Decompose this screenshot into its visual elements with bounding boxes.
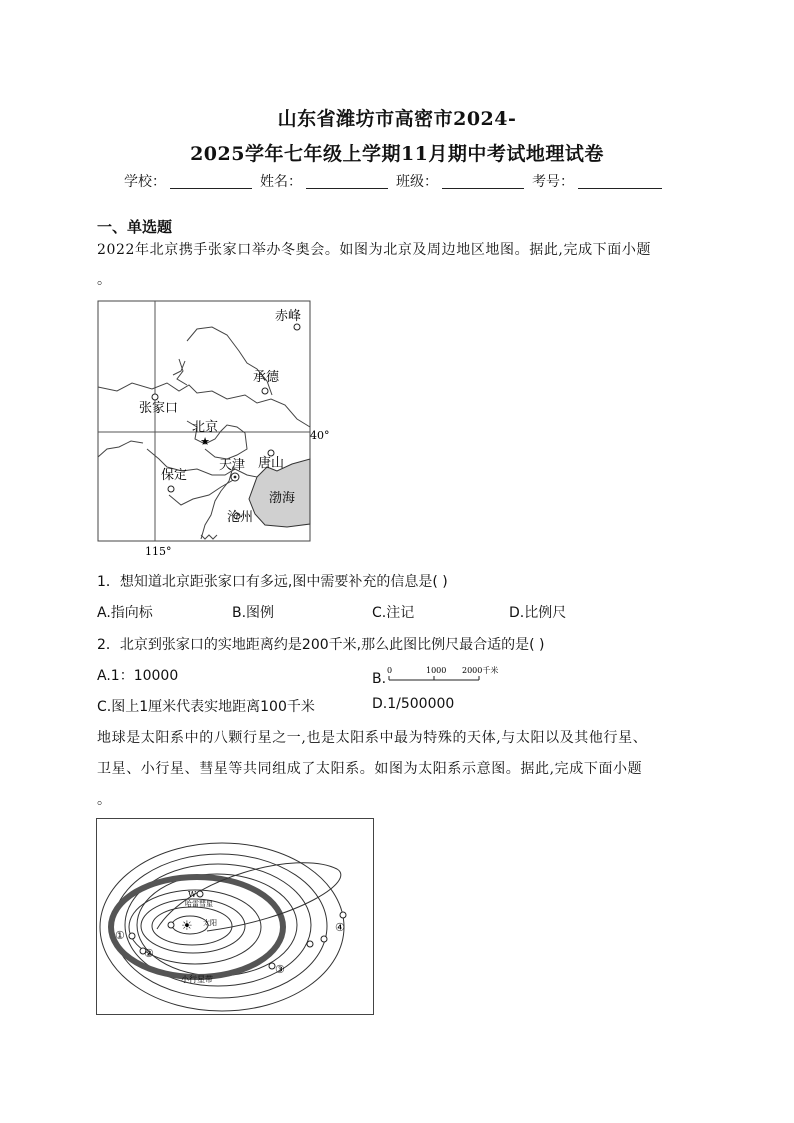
name-blank[interactable] <box>306 174 388 189</box>
school-label: 学校： <box>124 174 166 190</box>
q1-option-b[interactable]: B.图例 <box>232 605 275 621</box>
question-1-stem: 1．想知道北京距张家口有多远,图中需要补充的信息是( ) <box>97 574 448 590</box>
label-num-1: ① <box>115 929 125 942</box>
passage-1-line2: 。 <box>97 272 112 288</box>
label-baoding: 保定 <box>161 468 188 483</box>
label-bohai: 渤海 <box>269 491 296 506</box>
scale-bar-icon <box>386 665 499 687</box>
class-blank[interactable] <box>442 174 524 189</box>
q2-option-b[interactable] <box>372 665 499 687</box>
solar-system-diagram <box>97 819 373 1014</box>
planet-dot-5 <box>307 941 313 947</box>
baoding-dot <box>168 486 174 492</box>
label-asteroid-belt: 小行星带 <box>181 975 213 984</box>
planet-dot-inner <box>168 922 174 928</box>
solar-system-figure <box>96 818 374 1015</box>
scale-label-0: 0 <box>387 666 393 675</box>
label-cangzhou: 沧州 <box>227 510 254 525</box>
scale-label-2000: 2000千米 <box>462 666 499 675</box>
label-tianjin: 天津 <box>219 458 246 473</box>
comet-dot <box>197 891 203 897</box>
student-info-row <box>124 171 670 191</box>
tianjin-dot-center <box>234 476 237 479</box>
chifeng-dot <box>294 324 300 330</box>
chengde-dot <box>262 388 268 394</box>
label-w: W <box>188 890 197 899</box>
q1-option-c[interactable]: C.注记 <box>372 605 415 621</box>
label-zhangjiakou: 张家口 <box>139 401 179 416</box>
label-sun: 太阳 <box>203 919 217 927</box>
beijing-map <box>97 299 357 561</box>
number-label: 考号： <box>532 174 574 190</box>
planet-dot-6 <box>321 936 327 942</box>
planet-dot-4 <box>340 912 346 918</box>
label-lon-115: 115° <box>145 545 172 558</box>
label-num-2: ② <box>144 947 154 960</box>
beijing-star-icon: ★ <box>200 435 210 448</box>
label-halley-comet: 哈雷彗星 <box>185 900 213 908</box>
passage-2-line1: 地球是太阳系中的八颗行星之一,也是太阳系中最为特殊的天体,与太阳以及其他行星、 <box>97 730 648 746</box>
label-num-3: ③ <box>275 963 285 976</box>
q2-option-c[interactable]: C.图上1厘米代表实地距离100千米 <box>97 699 315 715</box>
section-heading: 一、单选题 <box>97 218 173 236</box>
orbit-5 <box>137 874 297 976</box>
label-num-4: ④ <box>335 921 345 934</box>
passage-2-line2: 卫星、小行星、彗星等共同组成了太阳系。如图为太阳系示意图。据此,完成下面小题 <box>97 761 643 777</box>
zhangjiakou-dot <box>152 394 158 400</box>
q2-option-b-prefix: B. <box>372 671 387 687</box>
q2-option-d[interactable]: D.1/500000 <box>372 696 455 712</box>
page-title-line1: 山东省潍坊市高密市2024- <box>277 108 517 130</box>
label-tangshan: 唐山 <box>258 456 285 471</box>
label-lat-40: 40° <box>310 429 330 442</box>
q1-option-a[interactable]: A.指向标 <box>97 605 153 621</box>
page-title-line2: 2025学年七年级上学期11月期中考试地理试卷 <box>190 143 604 165</box>
school-blank[interactable] <box>170 174 252 189</box>
passage-1-line1: 2022年北京携手张家口举办冬奥会。如图为北京及周边地区地图。据此,完成下面小题 <box>97 242 652 258</box>
label-beijing: 北京 <box>192 420 219 435</box>
q2-option-a[interactable]: A.1：10000 <box>97 668 179 684</box>
name-label: 姓名： <box>260 174 302 190</box>
question-2-stem: 2．北京到张家口的实地距离约是200千米,那么此图比例尺最合适的是( ) <box>97 637 545 653</box>
class-label: 班级： <box>396 174 438 190</box>
label-chengde: 承德 <box>253 370 280 385</box>
q1-option-d[interactable]: D.比例尺 <box>509 605 567 621</box>
planet-dot-1 <box>129 933 135 939</box>
sun-icon: ☀ <box>181 919 193 934</box>
passage-2-line3: 。 <box>97 792 112 808</box>
label-chifeng: 赤峰 <box>275 309 302 324</box>
number-blank[interactable] <box>578 174 662 189</box>
scale-label-1000: 1000 <box>426 666 447 675</box>
beijing-map-figure <box>97 299 357 561</box>
